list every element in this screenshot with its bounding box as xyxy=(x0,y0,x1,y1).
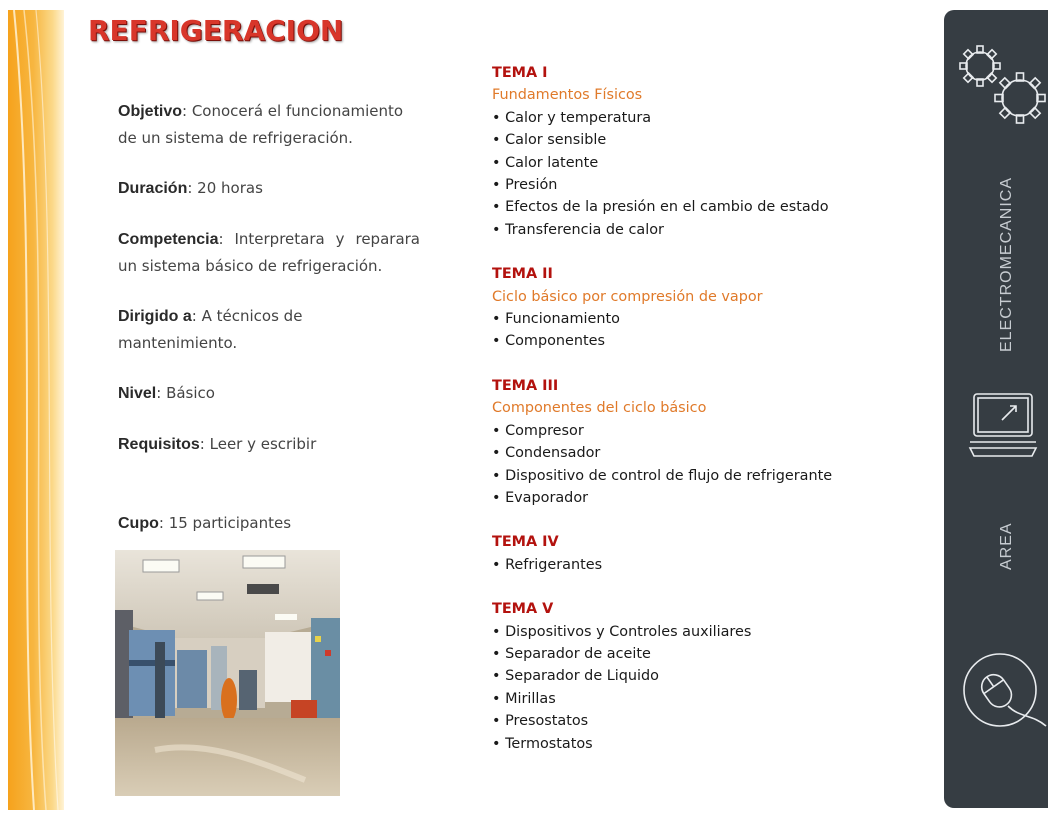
objetivo-label: Objetivo xyxy=(118,103,183,120)
mouse-icon xyxy=(960,650,1048,730)
duracion-label: Duración xyxy=(118,180,188,197)
right-sidebar xyxy=(944,10,1048,808)
list-item: • Mirillas xyxy=(492,688,872,710)
requisitos-row xyxy=(118,431,420,458)
nivel-label: Nivel xyxy=(118,385,157,402)
duracion-row xyxy=(118,175,420,202)
page-title: REFRIGERACION xyxy=(88,14,344,47)
tema-5 xyxy=(492,598,872,755)
left-decorative-band xyxy=(8,10,64,810)
duracion-value: : 20 horas xyxy=(187,179,263,197)
tema-4 xyxy=(492,531,872,576)
laptop-icon xyxy=(966,390,1040,462)
course-info xyxy=(118,98,420,537)
sidebar-label-electromecanica: ELECTROMECANICA xyxy=(998,176,1015,352)
list-item: • Refrigerantes xyxy=(492,554,872,576)
tema-subtitle: Componentes del ciclo básico xyxy=(492,400,707,417)
sidebar-label-area: AREA xyxy=(998,522,1015,570)
requisitos-value: : Leer y escribir xyxy=(199,435,317,453)
list-item: • Transferencia de calor xyxy=(492,219,872,241)
list-item: • Calor sensible xyxy=(492,129,872,151)
list-item: • Compresor xyxy=(492,420,872,442)
competencia-value: : Interpretara y reparara un sistema básico de refrigeración. xyxy=(118,230,420,275)
tema-subtitle: Fundamentos Físicos xyxy=(492,87,643,104)
list-item: • Condensador xyxy=(492,442,872,464)
list-item: • Componentes xyxy=(492,330,872,352)
cupo-value: : 15 participantes xyxy=(158,514,292,532)
list-item: • Separador de Liquido xyxy=(492,665,872,687)
cupo-label: Cupo xyxy=(118,515,159,532)
list-item: • Presostatos xyxy=(492,710,872,732)
dirigido-label: Dirigido a xyxy=(118,308,192,325)
competencia-row xyxy=(118,226,420,279)
refrigeration-lab-photo xyxy=(115,550,340,796)
tema-heading: TEMA II xyxy=(492,266,553,283)
dirigido-value: : A técnicos de mantenimiento. xyxy=(118,307,303,352)
list-item: • Funcionamiento xyxy=(492,308,872,330)
list-item: • Calor y temperatura xyxy=(492,107,872,129)
tema-1 xyxy=(492,62,872,241)
tema-heading: TEMA V xyxy=(492,601,554,618)
list-item: • Evaporador xyxy=(492,487,872,509)
tema-2 xyxy=(492,263,872,353)
objetivo-value: : Conocerá el funcionamiento de un sistema de refrigeración. xyxy=(118,102,404,147)
tema-heading: TEMA I xyxy=(492,65,548,81)
requisitos-label: Requisitos xyxy=(118,436,200,453)
list-item: • Efectos de la presión en el cambio de estado xyxy=(492,196,872,218)
competencia-label: Competencia xyxy=(118,231,219,248)
list-item: • Dispositivo de control de flujo de refrigerante xyxy=(492,465,872,487)
tema-3 xyxy=(492,375,872,509)
cupo-row xyxy=(118,510,420,537)
list-item: • Presión xyxy=(492,174,872,196)
list-item: • Dispositivos y Controles auxiliares xyxy=(492,621,872,643)
tema-heading: TEMA IV xyxy=(492,534,559,551)
dirigido-row xyxy=(118,303,420,356)
temario xyxy=(492,62,872,755)
tema-subtitle: Ciclo básico por compresión de vapor xyxy=(492,288,763,305)
nivel-value: : Básico xyxy=(156,384,215,402)
list-item: • Separador de aceite xyxy=(492,643,872,665)
objetivo-row xyxy=(118,98,420,151)
nivel-row xyxy=(118,380,420,407)
tema-heading: TEMA III xyxy=(492,377,559,394)
list-item: • Termostatos xyxy=(492,733,872,755)
list-item: • Calor latente xyxy=(492,152,872,174)
gears-icon xyxy=(956,40,1048,130)
